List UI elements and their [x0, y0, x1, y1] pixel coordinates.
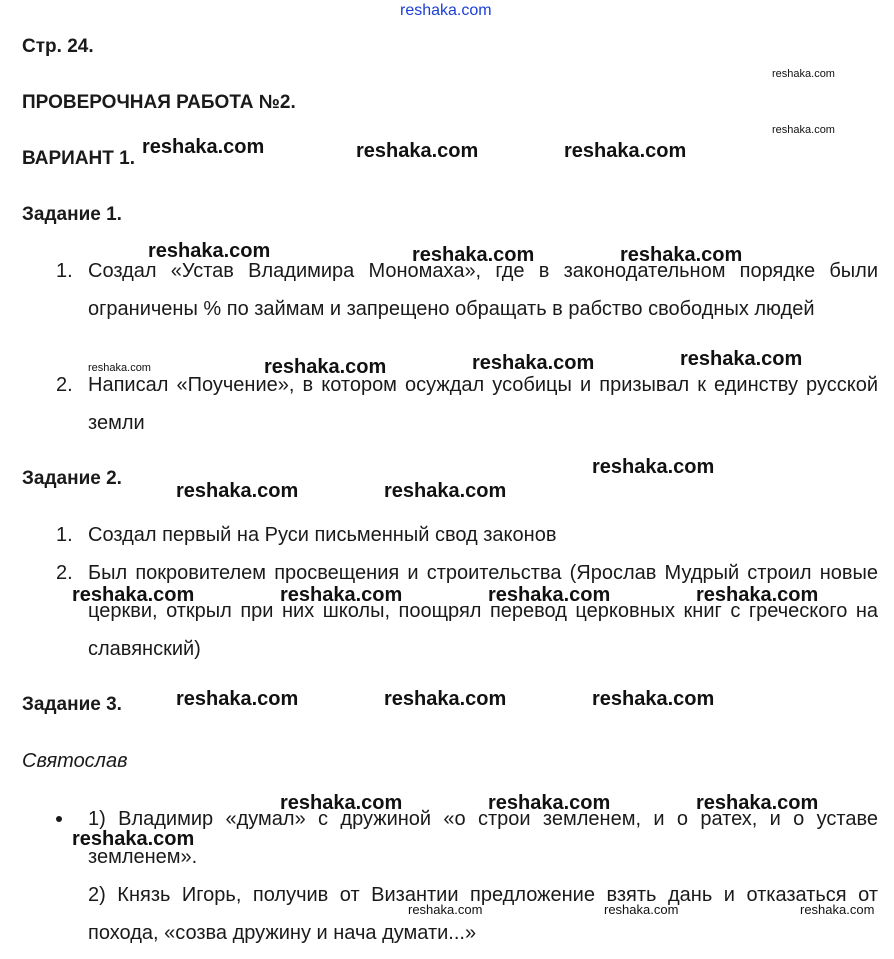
page-title: ПРОВЕРОЧНАЯ РАБОТА №2.: [22, 92, 296, 113]
watermark-large: reshaka.com: [620, 244, 743, 266]
watermark-large: reshaka.com: [148, 240, 271, 262]
watermark-large: reshaka.com: [412, 244, 535, 266]
watermark-small: reshaka.com: [772, 124, 835, 136]
watermark-large: reshaka.com: [176, 480, 299, 502]
page-number: Стр. 24.: [22, 36, 94, 57]
task2-item2-number: 2.: [56, 562, 73, 584]
watermark-large: reshaka.com: [264, 356, 387, 378]
top-watermark: reshaka.com: [400, 2, 492, 19]
task1-heading: Задание 1.: [22, 204, 122, 225]
watermark-small: reshaka.com: [604, 902, 679, 917]
watermark-small: reshaka.com: [800, 902, 875, 917]
task2-item2-text: Был покровителем просвещения и строительства (Ярослав Мудрый строил новые церкви, открыл при них школы, поощрял перевод церковных книг с греческого на славянский): [88, 562, 878, 660]
task1-item2-number: 2.: [56, 374, 73, 396]
task1-item2-text: Написал «Поучение», в котором осуждал усобицы и призывал к единству русской земли: [88, 374, 878, 434]
watermark-large: reshaka.com: [176, 688, 299, 710]
task2-heading: Задание 2.: [22, 468, 122, 489]
task3-heading: Задание 3.: [22, 694, 122, 715]
watermark-large: reshaka.com: [680, 348, 803, 370]
watermark-large: reshaka.com: [280, 792, 403, 814]
watermark-large: reshaka.com: [696, 792, 819, 814]
watermark-large: reshaka.com: [72, 828, 195, 850]
watermark-large: reshaka.com: [280, 584, 403, 606]
task2-item1-text: Создал первый на Руси письменный свод законов: [88, 524, 557, 546]
watermark-small: reshaka.com: [408, 902, 483, 917]
task3-point2: 2) Князь Игорь, получив от Византии предложение взять дань и отказаться от похода, «созва дружину и нача думати...»: [88, 884, 878, 944]
task1-item1-number: 1.: [56, 260, 73, 282]
watermark-large: reshaka.com: [488, 792, 611, 814]
watermark-large: reshaka.com: [72, 584, 195, 606]
variant-heading: ВАРИАНТ 1.: [22, 148, 135, 169]
ruler-name: Святослав: [22, 750, 128, 772]
task1-item1-text: Создал «Устав Владимира Мономаха», где в законодательном порядке были ограничены % по займам и запрещено обращать в рабство свободных людей: [88, 260, 878, 320]
watermark-large: reshaka.com: [384, 688, 507, 710]
watermark-small: reshaka.com: [772, 68, 835, 80]
watermark-large: reshaka.com: [592, 688, 715, 710]
watermark-large: reshaka.com: [488, 584, 611, 606]
watermark-large: reshaka.com: [472, 352, 595, 374]
task3-point1: 1) Владимир «думал» с дружиной «о строи земленем, и о ратех, и о уставе земленем».: [88, 808, 878, 868]
watermark-large: reshaka.com: [592, 456, 715, 478]
watermark-large: reshaka.com: [564, 140, 687, 162]
watermark-large: reshaka.com: [356, 140, 479, 162]
task2-item1-number: 1.: [56, 524, 73, 546]
watermark-large: reshaka.com: [696, 584, 819, 606]
watermark-small: reshaka.com: [88, 362, 151, 374]
watermark-large: reshaka.com: [384, 480, 507, 502]
watermark-large: reshaka.com: [142, 136, 265, 158]
bullet-dot: [56, 816, 62, 822]
